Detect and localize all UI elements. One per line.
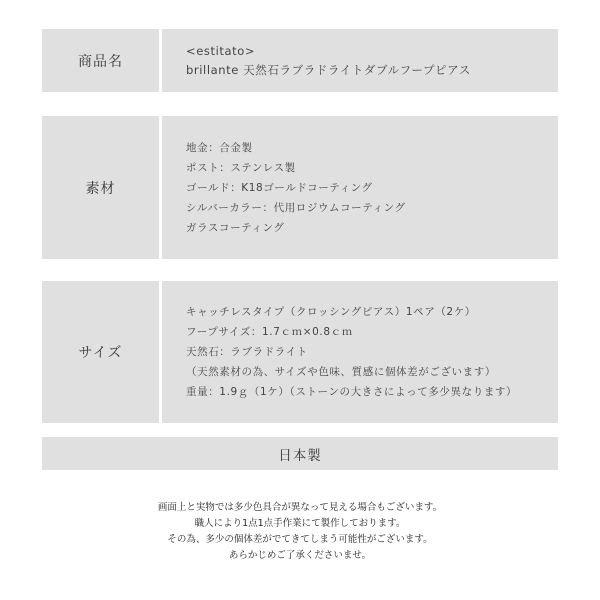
material-line: 地金：合金製 xyxy=(186,141,253,154)
spec-row-product-name xyxy=(42,29,558,92)
size-line: キャッチレスタイプ（クロッシングピアス）1ペア（2ケ） xyxy=(186,306,476,318)
product-name-line: brillante 天然石ラブラドライトダブルフープピアス xyxy=(186,62,471,77)
product-name-line: <estitato> xyxy=(186,43,256,58)
size-line: 重量：1.9ｇ（1ケ）（ストーンの大きさによって多少異なります） xyxy=(186,386,518,398)
note-line: 職人により1点1点手作業にて製作しております。 xyxy=(194,518,406,529)
spec-row-size xyxy=(42,281,558,423)
note-line: あらかじめご了承くださいませ。 xyxy=(228,550,372,561)
material-line: ポスト：ステンレス製 xyxy=(186,161,296,174)
size-line: フープサイズ：1.7ｃｍ×0.8ｃｍ xyxy=(186,326,353,338)
size-value xyxy=(162,281,558,423)
material-line: ゴールド：K18ゴールドコーティング xyxy=(186,181,373,194)
spec-row-material xyxy=(42,116,558,259)
size-line: （天然素材の為、サイズや色味、質感に個体差がございます） xyxy=(186,366,496,378)
product-name-value xyxy=(162,29,558,92)
material-label: 素材 xyxy=(42,116,159,259)
disclaimer-notes xyxy=(0,500,600,564)
size-line: 天然石：ラブラドライト xyxy=(186,346,308,358)
origin-bar: 日本製 xyxy=(42,437,558,470)
note-line: その為、多少の個体差がでてきてしまう可能性がございます。 xyxy=(167,534,433,545)
product-name-label: 商品名 xyxy=(42,29,159,92)
material-value xyxy=(162,116,558,259)
material-line: シルバーカラー：代用ロジウムコーティング xyxy=(186,201,406,214)
size-label: サイズ xyxy=(42,281,159,423)
note-line: 画面上と実物では多少色具合が異なって見える場合もございます。 xyxy=(157,502,443,513)
material-line: ガラスコーティング xyxy=(186,221,285,234)
